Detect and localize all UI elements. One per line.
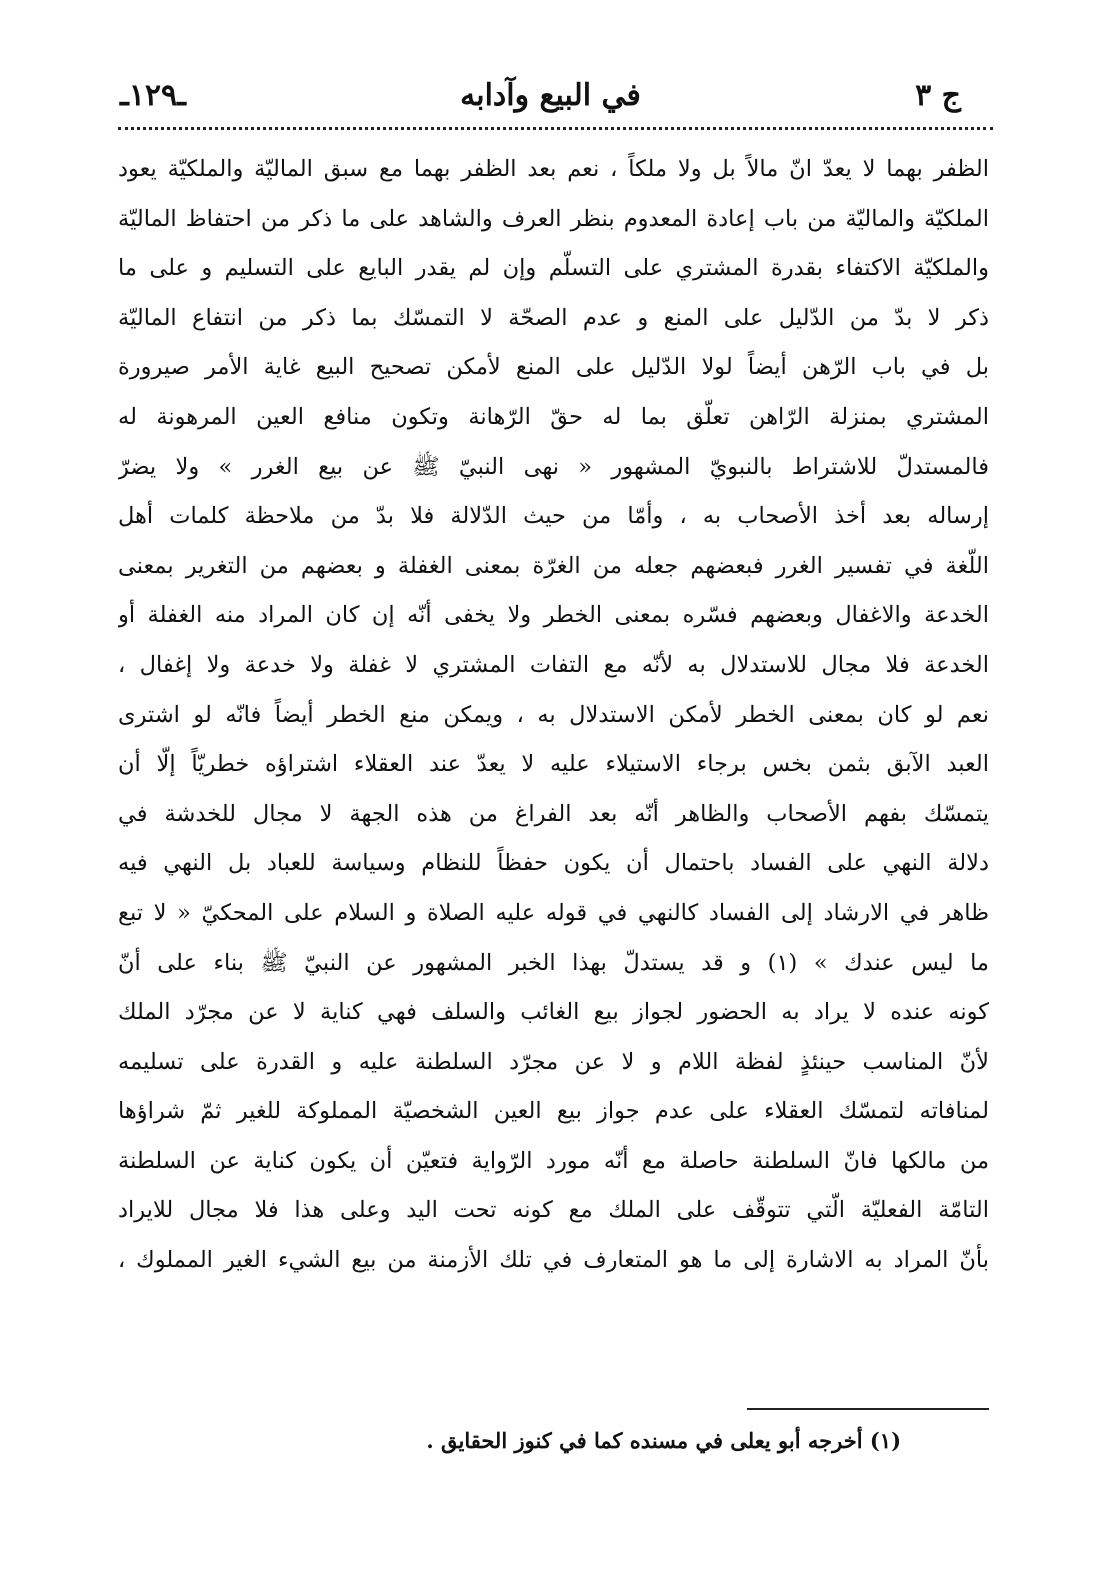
text-line: ما ليس عندك » (١) و قد يستدلّ بهذا الخبر المشهور عن النبيّ ﷺ بناء على أنّ bbox=[118, 949, 989, 976]
footnote-divider bbox=[747, 1408, 989, 1410]
text-line: الخدعة فلا مجال للاستدلال به لأنّه مع التفات المشتري لا غفلة ولا خدعة ولا إغفال ، bbox=[118, 651, 989, 678]
text-line: فالمستدلّ للاشتراط بالنبويّ المشهور « نهى النبيّ ﷺ عن بيع الغرر » ولا يضرّ bbox=[118, 453, 989, 480]
text-line: لأنّ المناسب حينئذٍ لفظة اللام و لا عن مجرّد السلطنة عليه و القدرة على تسليمه bbox=[118, 1048, 989, 1075]
body-text bbox=[118, 145, 989, 1286]
text-line: الملكيّة والماليّة من باب إعادة المعدوم بنظر العرف والشاهد على ما ذكر من احتفاظ الماليّة bbox=[118, 205, 989, 232]
text-line: اللّغة في تفسير الغرر فبعضهم جعله من الغرّة بمعنى الغفلة و بعضهم من التغرير بمعنى bbox=[118, 552, 989, 579]
text-line: دلالة النهي على الفساد باحتمال أن يكون حفظاً للنظام وسياسة للعباد بل النهي فيه bbox=[118, 850, 989, 877]
running-title: في البيع وآدابه bbox=[460, 77, 641, 113]
text-line: إرساله بعد أخذ الأصحاب به ، وأمّا من حيث الدّلالة فلا بدّ من ملاحظة كلمات أهل bbox=[118, 503, 989, 530]
volume-label: ج ٣ bbox=[915, 77, 961, 113]
text-line: بل في باب الرّهن أيضاً لولا الدّليل على المنع لأمكن تصحيح البيع غاية الأمر صيرورة bbox=[118, 354, 989, 381]
running-header bbox=[120, 70, 961, 120]
text-line: الخدعة والاغفال وبعضهم فسّره بمعنى الخطر ولا يخفى أنّه إن كان المراد منه الغفلة أو bbox=[118, 602, 989, 629]
text-line: ذكر لا بدّ من الدّليل على المنع و عدم الصحّة لا التمسّك بما ذكر من انتفاع الماليّة bbox=[118, 304, 989, 331]
header-divider bbox=[118, 127, 993, 130]
text-line: يتمسّك بفهم الأصحاب والظاهر أنّه بعد الفراغ من هذه الجهة لا مجال للخدشة في bbox=[118, 800, 989, 827]
text-line: كونه عنده لا يراد به الحضور لجواز بيع الغائب والسلف فهي كناية لا عن مجرّد الملك bbox=[118, 999, 989, 1026]
text-line: ظاهر في الارشاد إلى الفساد كالنهي في قوله عليه الصلاة و السلام على المحكيّ « لا تبع bbox=[118, 899, 989, 926]
text-line: المشتري بمنزلة الرّاهن تعلّق بما له حقّ الرّهانة وتكون منافع العين المرهونة له bbox=[118, 403, 989, 430]
text-line: والملكيّة الاكتفاء بقدرة المشتري على التسلّم وإن لم يقدر البايع على التسليم و على ما bbox=[118, 255, 989, 282]
text-line: من مالكها فانّ السلطنة حاصلة مع أنّه مورد الرّواية فتعيّن أن يكون كناية عن السلطنة bbox=[118, 1147, 989, 1174]
page-number: ـ١٢٩ـ bbox=[120, 77, 186, 113]
footnote: (١) أخرجه أبو يعلى في مسنده كما في كنوز الحقايق . bbox=[426, 1428, 901, 1453]
text-line: بأنّ المراد به الاشارة إلى ما هو المتعارف في تلك الأزمنة من بيع الشيء الغير المملوك ، bbox=[118, 1247, 989, 1274]
text-line: العبد الآبق بثمن بخس برجاء الاستيلاء عليه لا يعدّ عند العقلاء اشتراؤه خطريّاً إلّا أن bbox=[118, 751, 989, 778]
text-line: نعم لو كان بمعنى الخطر لأمكن الاستدلال به ، ويمكن منع الخطر أيضاً فانّه لو اشترى bbox=[118, 701, 989, 728]
text-line: لمنافاته لتمسّك العقلاء على عدم جواز بيع العين الشخصيّة المملوكة للغير ثمّ شراؤها bbox=[118, 1098, 989, 1125]
text-line: الظفر بهما لا يعدّ انّ مالاً بل ولا ملكاً ، نعم بعد الظفر بهما مع سبق الماليّة والملكيّة يعود bbox=[118, 156, 989, 182]
text-line: التامّة الفعليّة الّتي تتوقّف على الملك مع كونه تحت اليد وعلى هذا فلا مجال للايراد bbox=[118, 1197, 989, 1224]
